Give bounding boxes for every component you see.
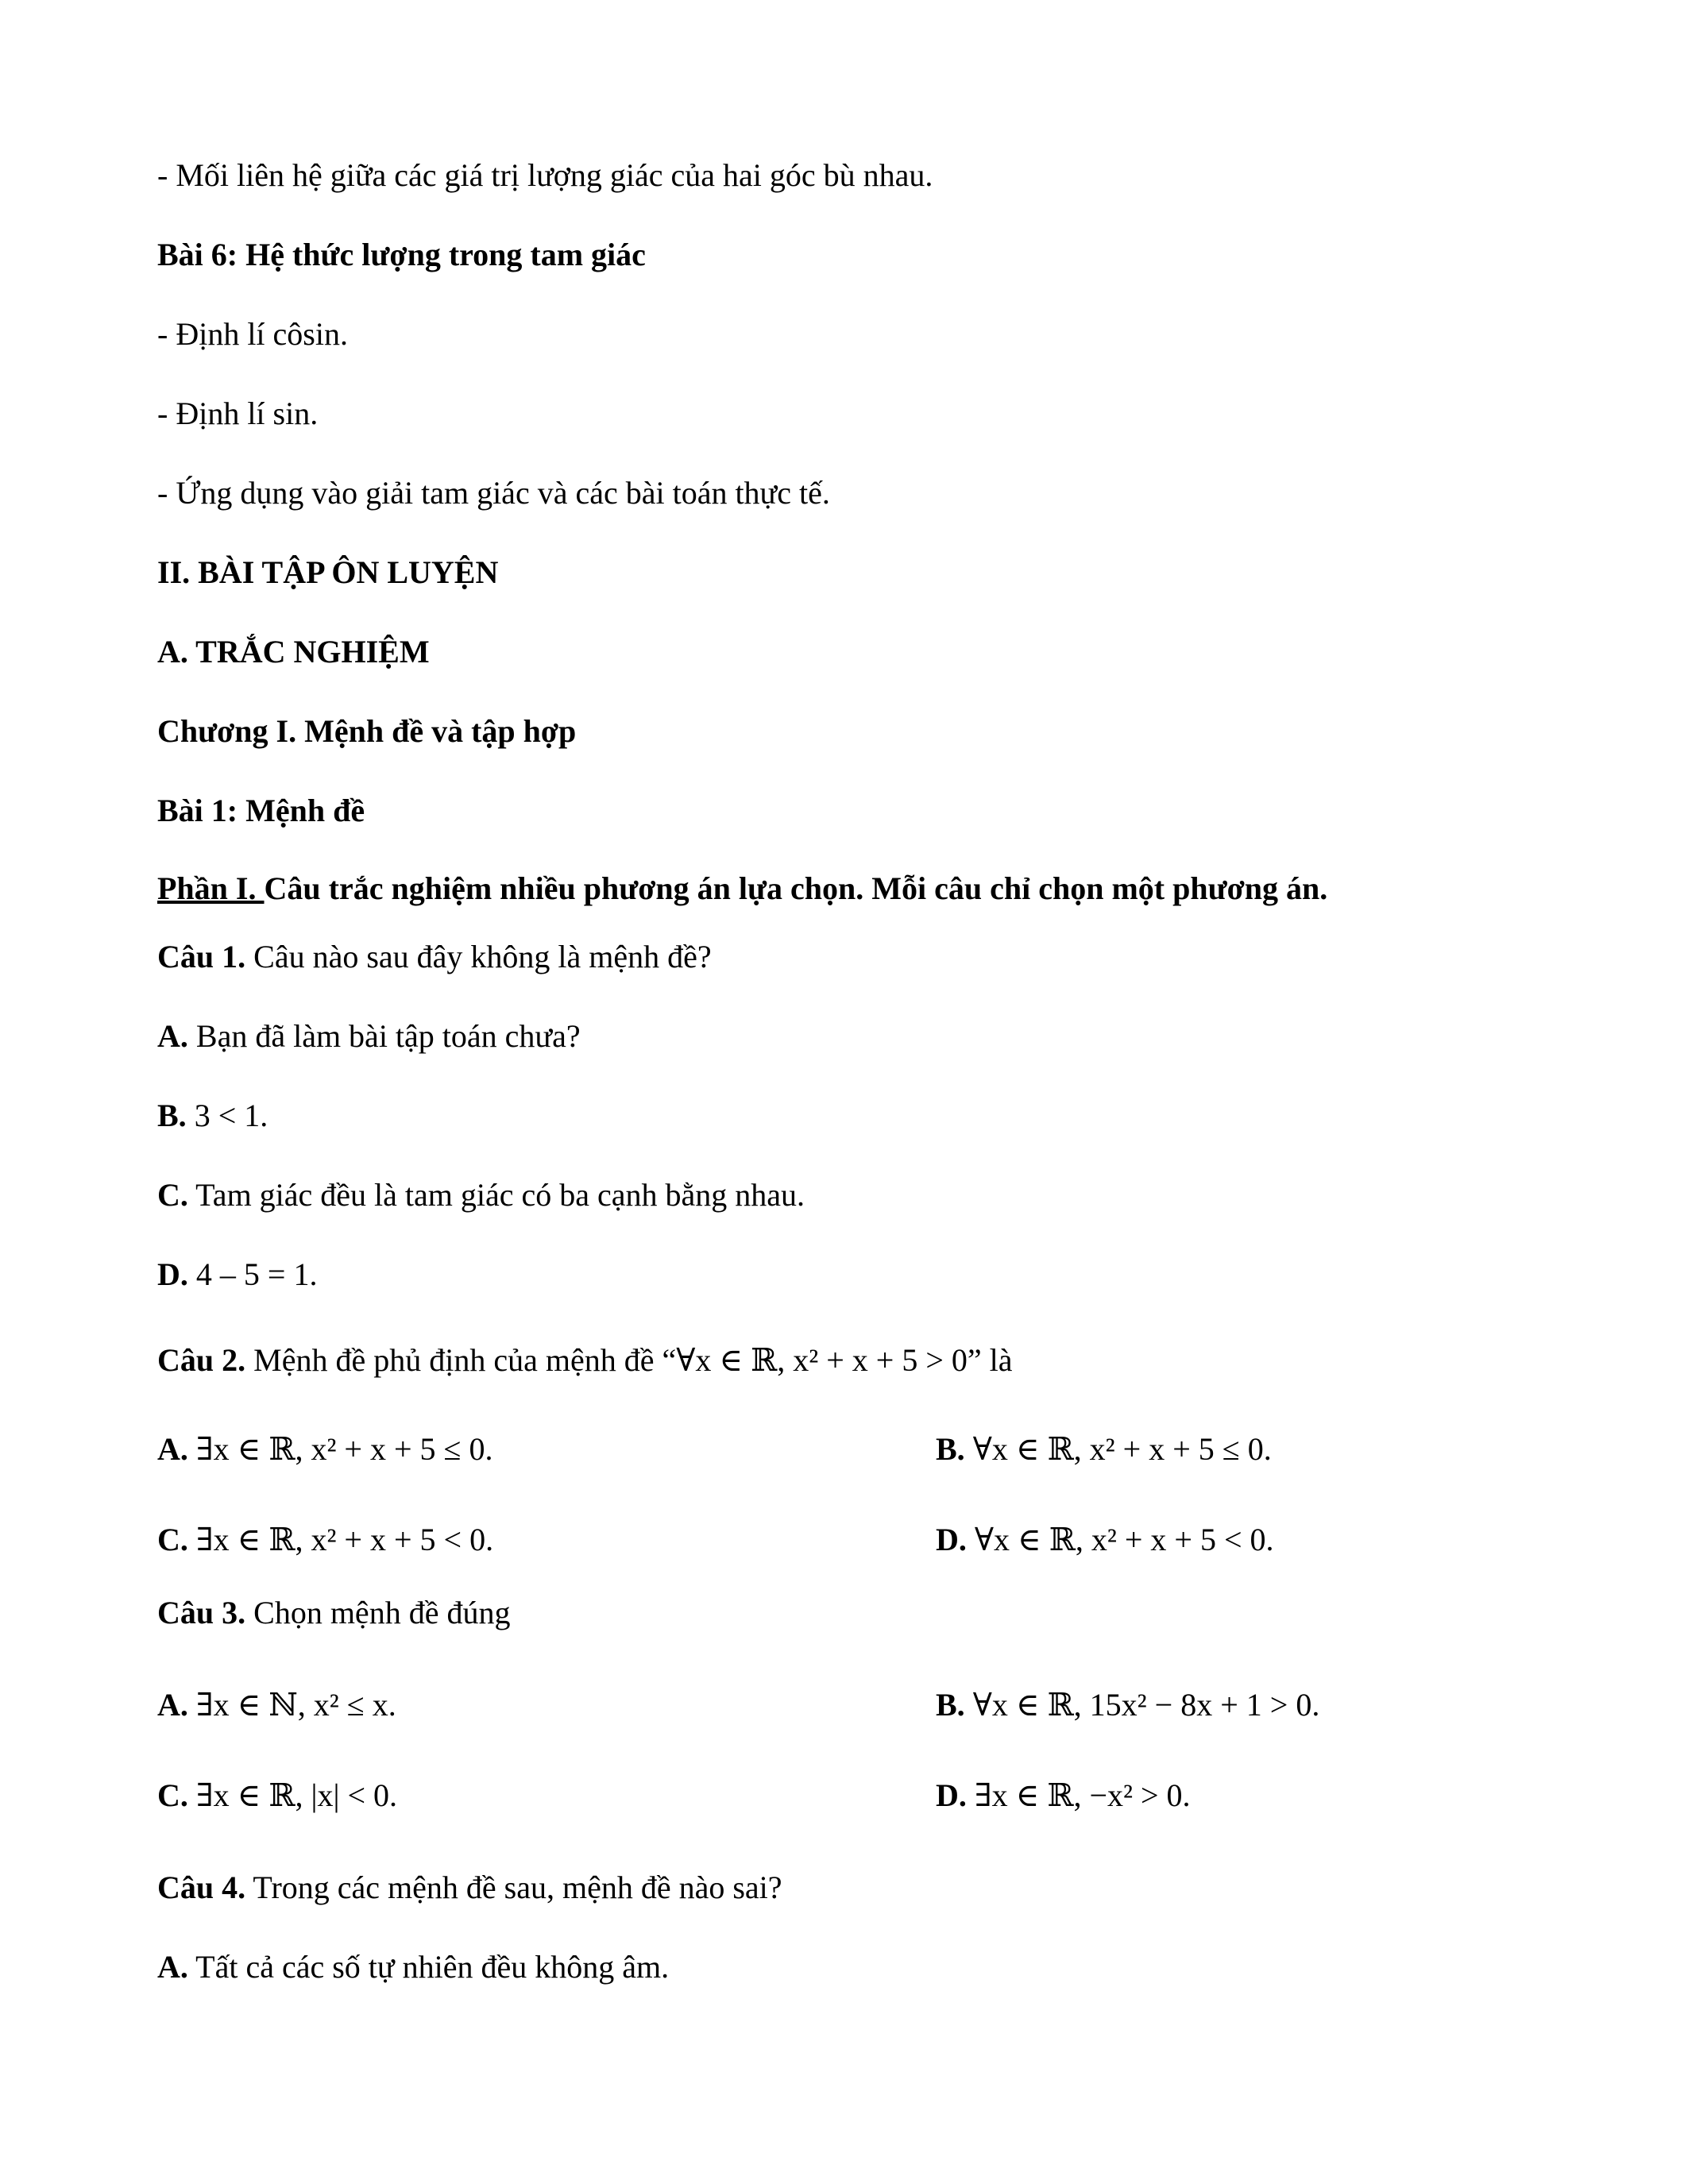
option-b [936, 1685, 1319, 1725]
text-line: - Định lí sin. [157, 396, 319, 431]
question-2 [157, 1341, 1013, 1380]
option-label: B. [157, 1098, 187, 1133]
option-label: B. [936, 1687, 965, 1723]
text-line: - Định lí côsin. [157, 316, 348, 352]
option-text: Tất cả các số tự nhiên đều không âm. [187, 1949, 670, 1985]
option-c [157, 1520, 493, 1560]
question-text: Chọn mệnh đề đúng [245, 1595, 511, 1630]
option-label: D. [936, 1522, 967, 1557]
section-heading: II. BÀI TẬP ÔN LUYỆN [157, 554, 499, 590]
option-c [157, 1776, 397, 1815]
option-math: ∀x ∈ ℝ, x² + x + 5 ≤ 0. [972, 1431, 1272, 1467]
option-label: B. [936, 1431, 965, 1467]
option-a [157, 1685, 396, 1725]
math-statement: ∀x ∈ ℝ, x² + x + 5 > 0 [676, 1342, 968, 1378]
option-b [157, 1096, 268, 1136]
chapter-heading: Chương I. Mệnh đề và tập hợp [157, 713, 577, 749]
option-d [157, 1255, 317, 1295]
question-text: Trong các mệnh đề sau, mệnh đề nào sai? [245, 1870, 782, 1905]
text-line: - Ứng dụng vào giải tam giác và các bài toán thực tế. [157, 475, 830, 511]
text-line: - Mối liên hệ giữa các giá trị lượng giác của hai góc bù nhau. [157, 157, 933, 193]
option-math: ∃x ∈ ℝ, x² + x + 5 ≤ 0. [195, 1431, 493, 1467]
option-d [936, 1776, 1191, 1815]
option-a [157, 1017, 581, 1056]
option-label: C. [157, 1777, 188, 1813]
question-label: Câu 2. [157, 1342, 246, 1378]
option-c [157, 1175, 805, 1215]
question-text: Mệnh đề phủ định của mệnh đề “ [245, 1342, 677, 1378]
option-math: ∃x ∈ ℝ, |x| < 0. [195, 1777, 398, 1813]
question-text: Câu nào sau đây không là mệnh đề? [245, 939, 712, 974]
question-4 [157, 1868, 782, 1908]
option-label: A. [157, 1018, 188, 1054]
option-label: C. [157, 1522, 188, 1557]
option-math: ∃x ∈ ℕ, x² ≤ x. [195, 1687, 396, 1723]
option-math: ∃x ∈ ℝ, −x² > 0. [974, 1777, 1191, 1813]
option-math: ∀x ∈ ℝ, x² + x + 5 < 0. [974, 1522, 1274, 1557]
question-1 [157, 937, 712, 977]
part-label: Phần I. [157, 870, 265, 906]
option-label: A. [157, 1687, 188, 1723]
lesson-heading: Bài 1: Mệnh đề [157, 793, 365, 828]
option-label: D. [157, 1256, 188, 1292]
option-d [936, 1520, 1274, 1560]
option-b [936, 1430, 1272, 1469]
option-label: A. [157, 1949, 188, 1985]
option-label: D. [936, 1777, 967, 1813]
option-a [157, 1430, 493, 1469]
part-heading [157, 869, 1327, 909]
option-label: A. [157, 1431, 188, 1467]
option-math: ∀x ∈ ℝ, 15x² − 8x + 1 > 0. [972, 1687, 1320, 1723]
question-label: Câu 4. [157, 1870, 246, 1905]
section-heading: A. TRẮC NGHIỆM [157, 634, 430, 669]
option-text: 4 – 5 = 1. [187, 1256, 318, 1292]
section-heading: Bài 6: Hệ thức lượng trong tam giác [157, 237, 646, 272]
part-text: Câu trắc nghiệm nhiều phương án lựa chọn. Mỗi câu chỉ chọn một phương án. [264, 870, 1328, 906]
question-label: Câu 3. [157, 1595, 246, 1630]
option-text: Tam giác đều là tam giác có ba cạnh bằng nhau. [187, 1177, 805, 1213]
option-a [157, 1947, 669, 1987]
question-text-end: ” là [967, 1342, 1013, 1378]
option-text: Bạn đã làm bài tập toán chưa? [187, 1018, 581, 1054]
question-3 [157, 1593, 510, 1633]
question-label: Câu 1. [157, 939, 246, 974]
option-label: C. [157, 1177, 188, 1213]
option-math: ∃x ∈ ℝ, x² + x + 5 < 0. [195, 1522, 494, 1557]
option-text: 3 < 1. [186, 1098, 268, 1133]
